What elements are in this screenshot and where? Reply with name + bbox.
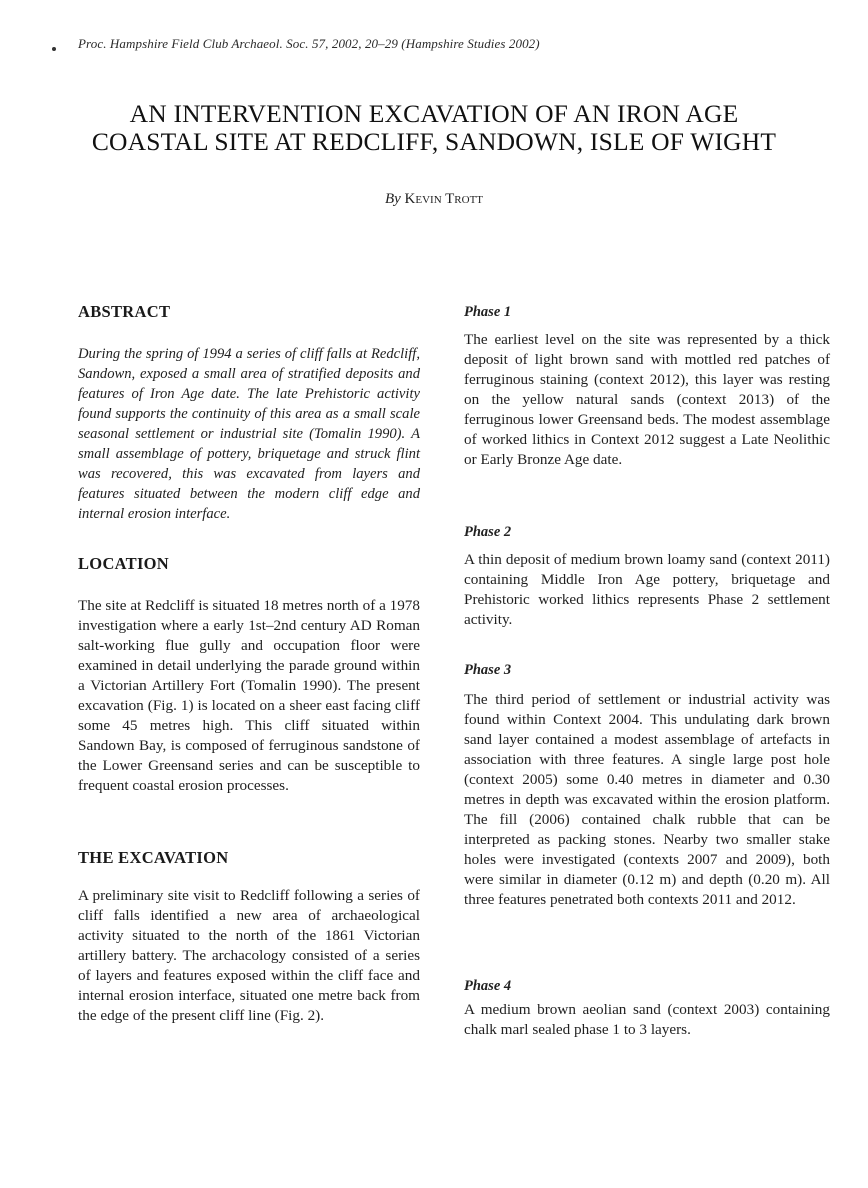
excavation-heading: THE EXCAVATION bbox=[78, 848, 229, 867]
byline-by: By bbox=[384, 191, 401, 207]
author-name: Kevin Trott bbox=[404, 191, 484, 207]
phase-1-heading: Phase 1 bbox=[464, 304, 512, 320]
phase-1-text: The earliest level on the site was represented by a thick deposit of light brown sand with mottled red patches of ferruginous staining (context 2012), this layer was resting on the yellow natural sands (context 2013) of the ferruginous lower Greensand beds. The modest assemblage of worked lithics in Context 2012 suggest a Late Neolithic or Early Bronze Age date. bbox=[464, 331, 830, 468]
article-title bbox=[40, 100, 828, 156]
title-line-2: COASTAL SITE AT REDCLIFF, SANDOWN, ISLE OF WIGHT bbox=[91, 127, 777, 156]
excavation-text: A preliminary site visit to Redcliff following a series of cliff falls identified a new area of archaeological activity situated to the north of the 1861 Victorian artillery battery. The archacology consisted of a series of layers and features exposed within the cliff face and internal erosion interface, situated one metre back from the edge of the present cliff line (Fig. 2). bbox=[78, 887, 420, 1024]
phase-4-heading: Phase 4 bbox=[464, 978, 512, 994]
phase-4-text: A medium brown aeolian sand (context 2003) containing chalk marl sealed phase 1 to 3 layers. bbox=[464, 1001, 830, 1038]
phase-2-text: A thin deposit of medium brown loamy sand (context 2011) containing Middle Iron Age pottery, briquetage and Prehistoric worked lithics represents Phase 2 settlement activity. bbox=[464, 551, 830, 628]
running-head: Proc. Hampshire Field Club Archaeol. Soc. 57, 2002, 20–29 (Hampshire Studies 2002) bbox=[78, 36, 540, 51]
abstract-heading: ABSTRACT bbox=[78, 302, 171, 321]
byline bbox=[0, 191, 868, 208]
location-heading: LOCATION bbox=[78, 554, 170, 573]
title-line-1: AN INTERVENTION EXCAVATION OF AN IRON AGE bbox=[129, 99, 739, 128]
phase-2-heading: Phase 2 bbox=[464, 524, 512, 540]
location-text: The site at Redcliff is situated 18 metres north of a 1978 investigation where a early 1st–2nd century AD Roman salt-working flue gully and occupation floor were examined in detail underlying the parade ground within a Victorian Artillery Fort (Tomalin 1990). The present excavation (Fig. 1) is located on a sheer east facing cliff some 45 metres high. This cliff situated within Sandown Bay, is composed of ferruginous sandstone of the Lower Greensand series and can be susceptible to frequent coastal erosion processes. bbox=[78, 597, 420, 794]
phase-3-text: The third period of settlement or industrial activity was found within Context 2004. This undulating dark brown sand layer contained a modest assemblage of artefacts in association with three features. A single large post hole (context 2005) some 0.40 metres in diameter and 0.30 metres in depth was excavated within the erosion platform. The fill (2006) contained chalk rubble that can be interpreted as packing stones. Nearby two smaller stake holes were investigated (contexts 2007 and 2009), both were similar in diameter (0.12 m) and depth (0.20 m). All three features penetrated both contexts 2011 and 2012. bbox=[464, 691, 830, 908]
phase-3-heading: Phase 3 bbox=[464, 662, 512, 678]
scan-margin-mark bbox=[52, 47, 56, 51]
abstract-text: During the spring of 1994 a series of cliff falls at Redcliff, Sandown, exposed a small area of stratified deposits and features of Iron Age date. The late Prehistoric activity found supports the continuity of this area as a small scale seasonal settlement or industrial site (Tomalin 1990). A small assemblage of pottery, briquetage and struck flint was recovered, this was excavated from layers and features situated between the modern cliff edge and internal erosion interface. bbox=[78, 346, 420, 522]
